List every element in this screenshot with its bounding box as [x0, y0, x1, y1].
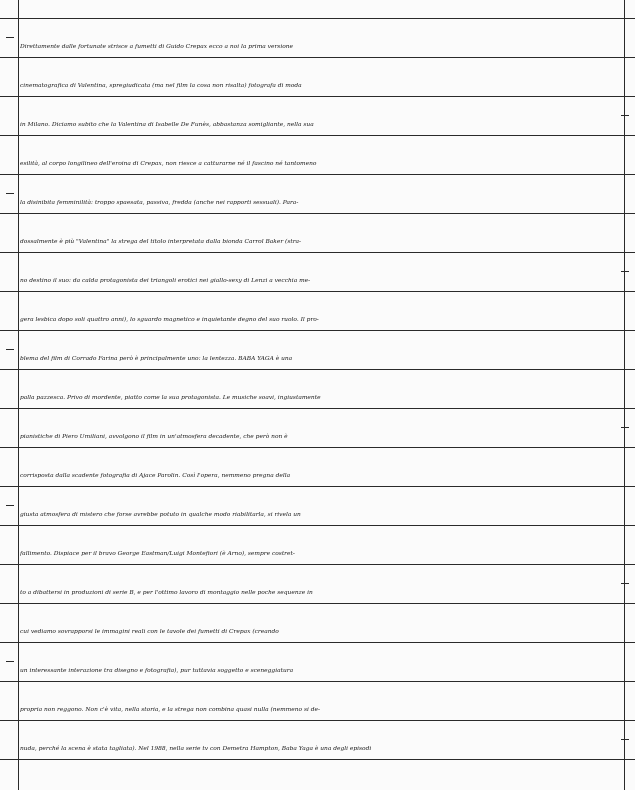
ruled-line — [0, 57, 635, 58]
margin-tick — [6, 193, 14, 194]
handwritten-line: no destino il suo: da calda protagonista dei triangoli erotici nei giallo-sexy di Lenzi a vecchia me- — [20, 278, 311, 284]
handwritten-line: dossalmente è più "Valentina" la strega del titolo interpretata dalla bionda Carrol Baker (stra- — [20, 239, 302, 245]
handwritten-line: to a dibattersi in produzioni di serie B, e per l'ottimo lavoro di montaggio nelle poche sequenze in — [20, 590, 313, 596]
ruled-line — [0, 135, 635, 136]
handwritten-line: giusta atmosfera di mistero che forse avrebbe potuto in qualche modo riabilitarla, si rivela un — [20, 512, 301, 518]
margin-tick — [621, 427, 629, 428]
ruled-line — [0, 720, 635, 721]
ruled-line — [0, 174, 635, 175]
ruled-line — [0, 447, 635, 448]
handwritten-line: la disinibita femminilità: troppo spaesata, passiva, fredda (anche nei rapporti sessuali). Para- — [20, 200, 299, 206]
right-margin-line — [624, 0, 625, 790]
ruled-line — [0, 681, 635, 682]
handwritten-line: cinematografica di Valentina, spregiudicata (ma nel film la cosa non risalta) fotografa di moda — [20, 83, 302, 89]
ruled-line — [0, 96, 635, 97]
margin-tick — [621, 739, 629, 740]
ruled-line — [0, 252, 635, 253]
handwritten-line: palla pazzesca. Privo di mordente, piatto come la sua protagonista. Le musiche soavi, ingiustamente — [20, 395, 321, 401]
margin-tick — [621, 583, 629, 584]
ruled-line — [0, 486, 635, 487]
ruled-line — [0, 642, 635, 643]
handwritten-line: corrisposta dalla scadente fotografia di Ajace Parolin. Così l'opera, nemmeno pregna della — [20, 473, 291, 479]
ruled-line — [0, 291, 635, 292]
handwritten-line: in Milano. Diciamo subito che la Valentina di Isabelle De Funès, abbastanza somigliante, nella sua — [20, 122, 314, 128]
handwritten-line: nuda, perché la scena è stata tagliata). Nel 1988, nella serie tv con Demetra Hampton, Baba Yaga è una degli episodi — [20, 746, 372, 752]
margin-tick — [6, 37, 14, 38]
margin-tick — [6, 505, 14, 506]
ruled-line — [0, 330, 635, 331]
handwritten-line: propria non reggono. Non c'è vita, nella storia, e la strega non combina quasi nulla (nemmeno si de- — [20, 707, 320, 713]
handwritten-line: pianistiche di Piero Umiliani, avvolgono il film in un'atmosfera decadente, che però non è — [20, 434, 288, 440]
handwritten-line: Direttamente dalle fortunate strisce a fumetti di Guido Crepax ecco a noi la prima versione — [20, 44, 294, 50]
margin-tick — [621, 115, 629, 116]
handwritten-line: un interessante interazione tra disegno e fotografia), pur tuttavia soggetto e sceneggiatura — [20, 668, 294, 674]
margin-tick — [621, 271, 629, 272]
ruled-line — [0, 369, 635, 370]
margin-tick — [6, 661, 14, 662]
ruled-line — [0, 759, 635, 760]
handwritten-line: fallimento. Dispiace per il bravo George Eastman/Luigi Montefiori (è Arno), sempre costret- — [20, 551, 295, 557]
ruled-line — [0, 564, 635, 565]
handwritten-line: cui vediamo sovrapporsi le immagini reali con le tavole dei fumetti di Crepax (creando — [20, 629, 279, 635]
ruled-line — [0, 603, 635, 604]
handwritten-line: blema del film di Corrado Farina però è principalmente uno: la lentezza. BABA YAGA è una — [20, 356, 293, 362]
handwritten-line: gera lesbica dopo soli quattro anni), lo sguardo magnetico e inquietante degno del suo ruolo. Il pro- — [20, 317, 319, 323]
ruled-line — [0, 408, 635, 409]
margin-tick — [6, 349, 14, 350]
ruled-line — [0, 213, 635, 214]
left-margin-line — [18, 0, 19, 790]
handwritten-line: esilità, al corpo longilineo dell'eroina di Crepax, non riesce a catturarne né il fascino né tantomeno — [20, 161, 317, 167]
ruled-line — [0, 18, 635, 19]
ruled-line — [0, 525, 635, 526]
